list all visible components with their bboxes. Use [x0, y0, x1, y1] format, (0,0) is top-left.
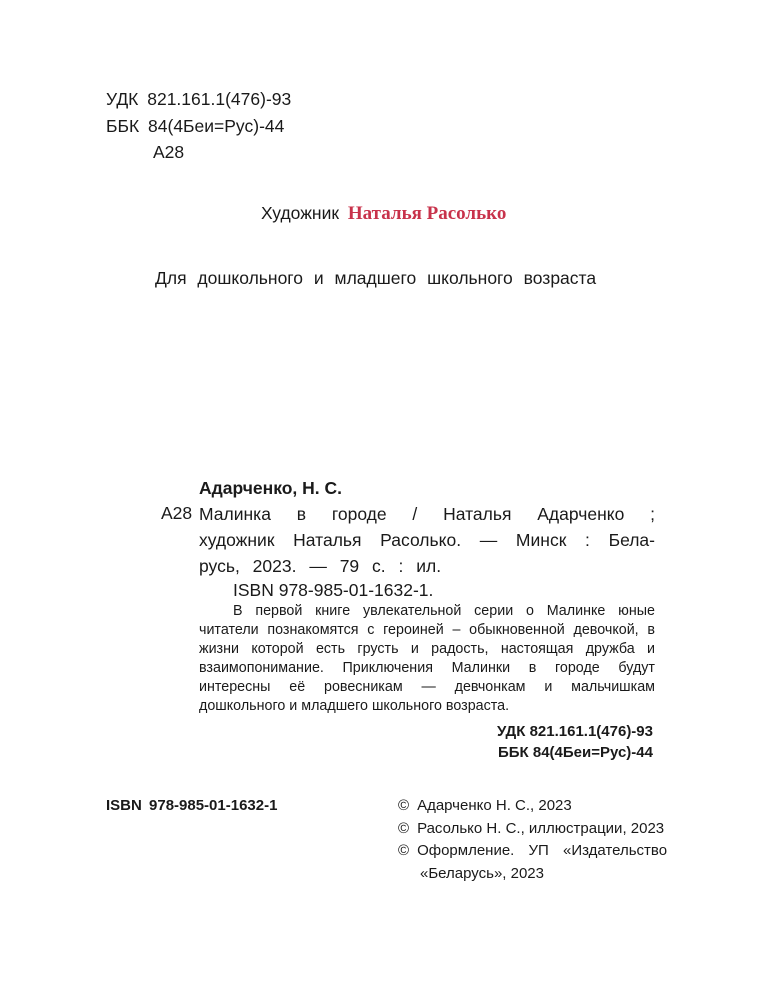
card-bbk: ББК 84(4Беи=Рус)-44 [497, 744, 653, 761]
copyright-symbol: © [398, 842, 410, 859]
udk-header: УДК 821.161.1(476)-93 [106, 89, 292, 109]
card-description-line: художник Наталья Расолько. — Минск : Бела- [199, 530, 655, 550]
bbk-header: ББК 84(4Беи=Рус)-44 [106, 116, 285, 136]
copyright-line-continuation: «Беларусь», 2023 [420, 864, 544, 882]
card-isbn: ISBN 978-985-01-1632-1. [233, 580, 434, 600]
copyright-line [398, 795, 700, 818]
card-code: А28 [161, 503, 193, 523]
copyright-text: Адарченко Н. С., 2023 [417, 797, 572, 814]
card-udk: УДК 821.161.1(476)-93 [496, 723, 653, 740]
copyright-line [398, 840, 700, 863]
artist-credit [261, 203, 506, 225]
footer-isbn: ISBN 978-985-01-1632-1 [106, 797, 278, 814]
card-description-line: Малинка в городе / Наталья Адарченко ; [199, 504, 655, 524]
card-annotation [199, 602, 655, 716]
copyright-block [398, 795, 700, 885]
card-author: Адарченко, Н. С. [199, 478, 342, 498]
copyright-text: Оформление. УП «Издательство [417, 842, 668, 859]
card-description [199, 501, 655, 579]
artist-label: Художник [261, 203, 340, 223]
copyright-text: Расолько Н. С., иллюстрации, 2023 [417, 819, 665, 837]
annotation-text: В первой книге увлекательной серии о Малинке юные читатели познакомятся с героиней – обыкновенной девочкой, в жизни которой есть грусть и радость, настоящая дружба и взаимопонимание. Приключения Малинки в городе будут интересны её ровесникам — девчонкам и мальчишкам дошкольного и младшего школьного возраста. [199, 603, 655, 714]
author-code-header: А28 [153, 142, 185, 162]
copyright-symbol: © [398, 797, 410, 814]
artist-name: Наталья Расолько [347, 203, 507, 224]
audience-note: Для дошкольного и младшего школьного возраста [155, 268, 597, 288]
copyright-symbol: © [398, 819, 410, 837]
card-description-line: русь, 2023. — 79 с. : ил. [199, 556, 442, 576]
copyright-line [398, 818, 700, 841]
